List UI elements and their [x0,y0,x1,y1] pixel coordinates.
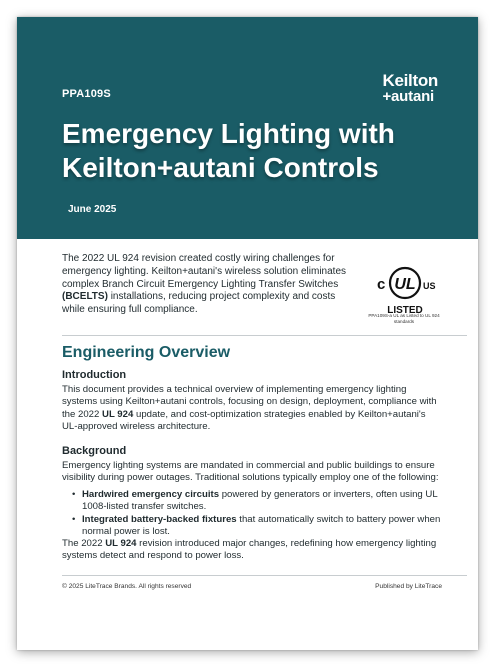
bullet-bold: Integrated battery-backed fixtures [82,513,237,525]
footer-publisher: Published by LiteTrace [375,583,442,590]
bullet-icon: • [72,513,76,525]
introduction-bold: UL 924 [102,408,134,420]
intro-text-2: installations, reducing project complexity and costs while ensuring full compliance. [62,291,336,316]
bullet-text: powered by generators or inverters, often using UL 1008-listed transfer switches. [82,489,438,513]
logo-line-2: +autani [382,88,435,105]
header-banner [17,17,478,239]
intro-bold: (BCELTS) [62,291,108,303]
background-paragraph: Emergency lighting systems are mandated in commercial and public buildings to ensure visibility during power outages. Traditional solutions typically employ one of the following: [62,460,439,484]
closing-text-2: revision introduced major changes, redefining how emergency lighting systems detect and respond to power loss. [62,538,437,562]
bullet-bold: Hardwired emergency circuits [82,489,220,500]
background-bullets [62,489,442,539]
introduction-heading: Introduction [62,369,127,381]
introduction-paragraph [62,384,442,434]
footer-copyright: © 2025 LiteTrace Brands. All rights reserved [62,583,192,590]
footer-divider [62,575,467,576]
document-code: PPA109S [62,88,111,100]
closing-text-1: The 2022 [62,538,106,549]
section-title: Engineering Overview [62,344,231,361]
list-item [62,489,442,514]
intro-text-1: The 2022 UL 924 revision created costly wiring challenges for emergency lighting. Keilton+autani's wireless solution eliminates complex Branch Circuit Emergency Lighting Transfer Switches [62,253,347,290]
ul-us-letters: US [423,281,436,291]
ul-caption: PPA109S-a UL as Listed to UL 924 standards [368,313,440,324]
bullet-text: that automatically switch to battery power when normal power is lost. [82,513,441,538]
ul-letters: UL [394,276,416,293]
divider [62,335,467,336]
ul-listed-text: LISTED [387,305,423,316]
logo-line-1: Keilton [382,71,438,90]
introduction-text-2: update, and cost-optimization strategies enabled by Keilton+autani's UL-approved wireless architecture. [62,408,426,433]
page-title: Emergency Lighting with Keilton+autani Controls [62,118,395,183]
introduction-text-1: This document provides a technical overview of implementing emergency lighting systems using Keilton+autani controls, focusing on design, deployment, compliance with the 2022 [62,384,437,420]
publication-date: June 2025 [68,204,117,215]
document-page [17,17,478,650]
ul-listed-mark-icon [365,255,445,317]
brand-logo [382,72,438,104]
background-heading: Background [62,445,127,457]
ul-c-letter: c [377,276,386,293]
closing-paragraph [62,538,442,563]
bullet-icon: • [72,489,76,500]
list-item [62,514,442,539]
closing-bold: UL 924 [105,538,137,549]
intro-paragraph [62,253,352,317]
